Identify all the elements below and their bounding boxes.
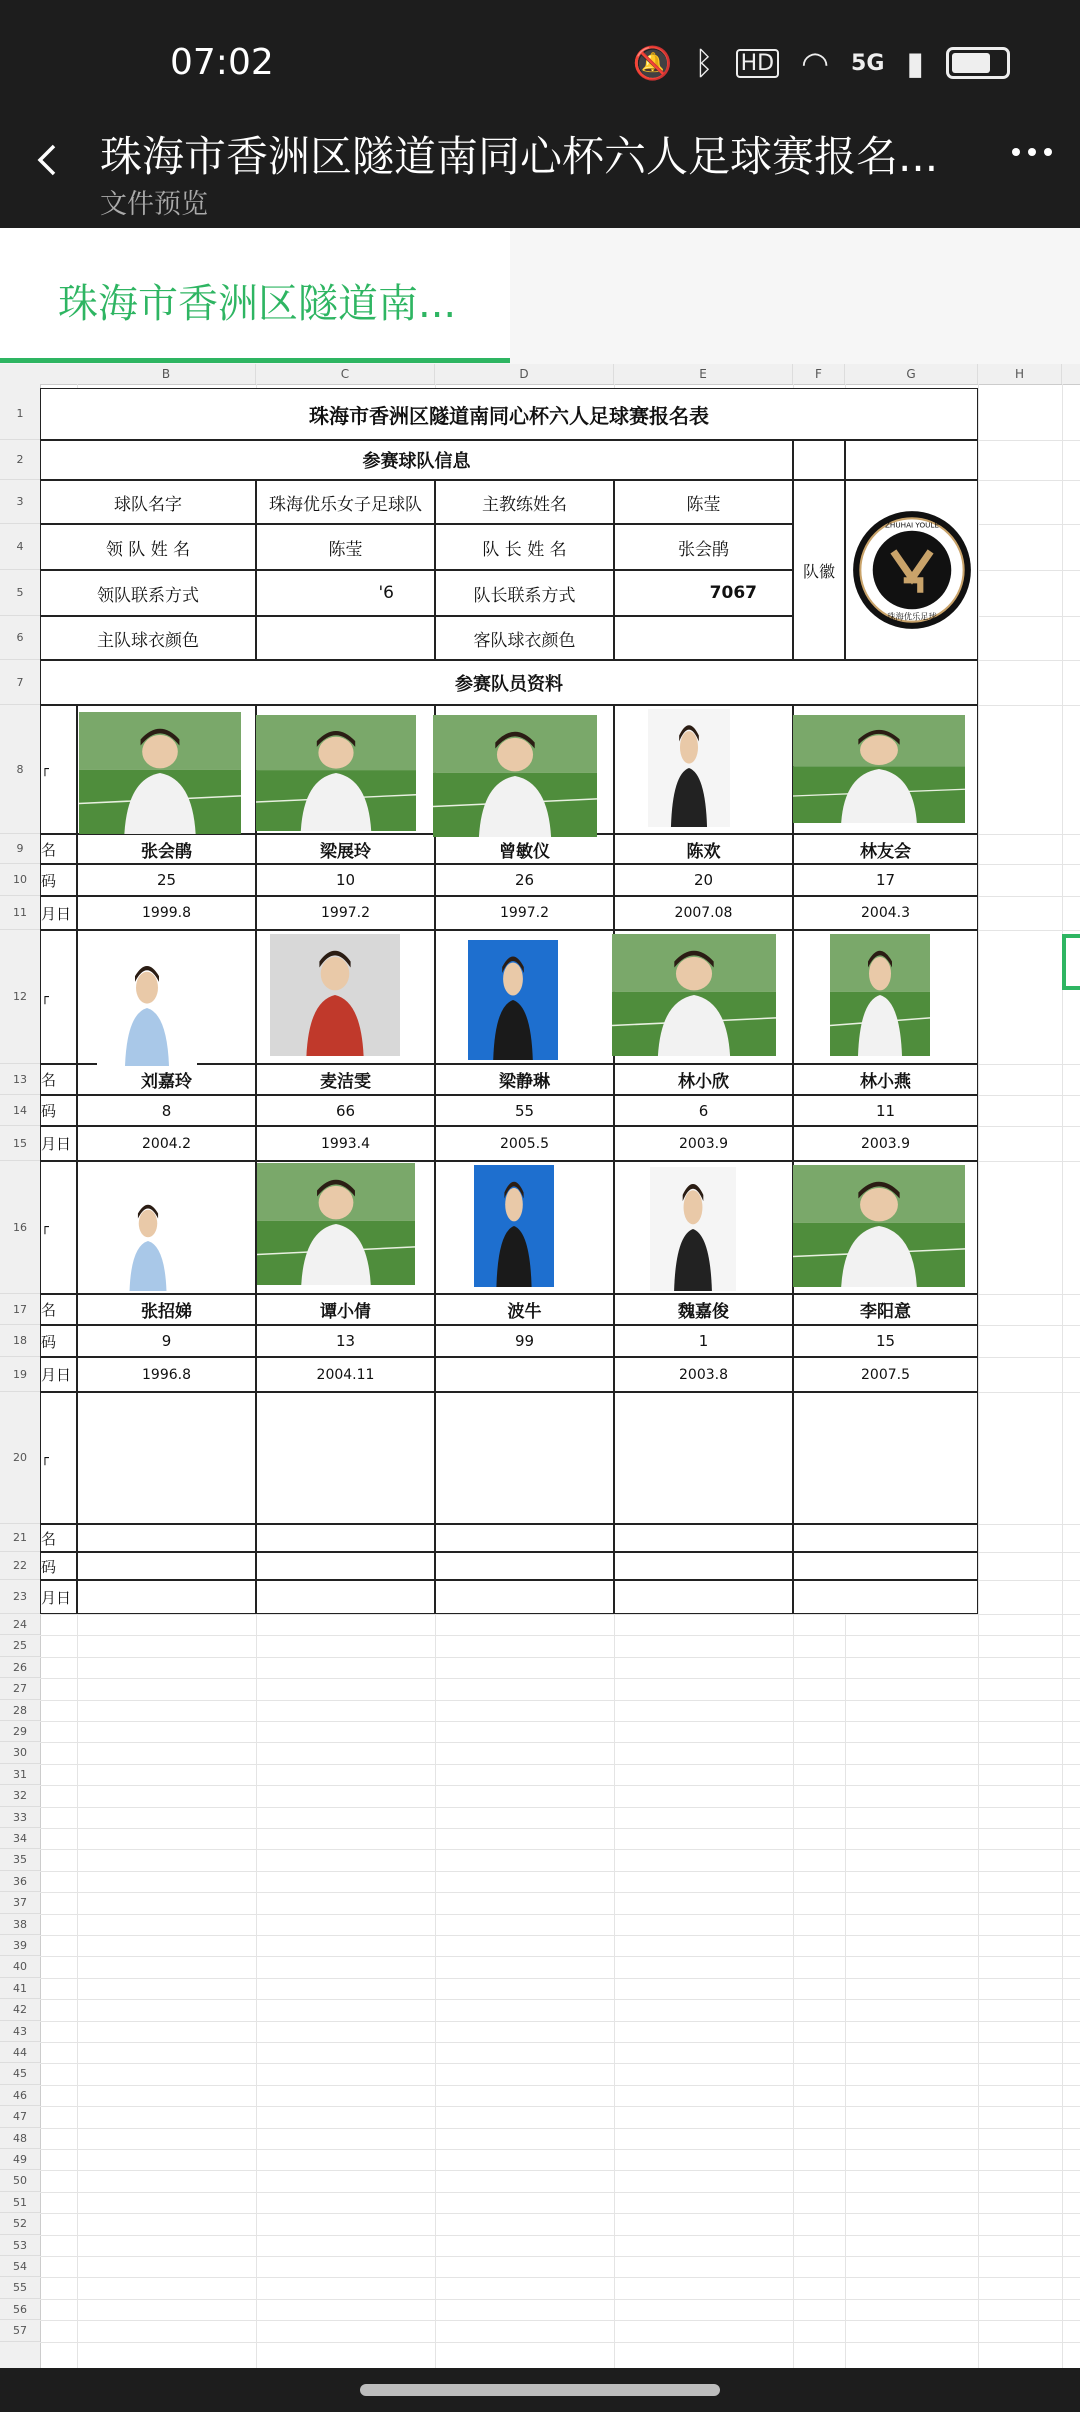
captain-contact-label[interactable]: 队长联系方式 xyxy=(435,570,614,616)
back-icon xyxy=(30,142,66,178)
row-header-34[interactable]: 34 xyxy=(0,1828,40,1849)
player-number[interactable]: 17 xyxy=(793,864,978,896)
player-photo[interactable] xyxy=(106,1191,190,1291)
bluetooth-icon: ᛒ xyxy=(694,44,714,82)
row-header-4[interactable]: 4 xyxy=(0,524,40,570)
row-header-37[interactable]: 37 xyxy=(0,1892,40,1913)
column-header-f[interactable]: F xyxy=(793,364,845,384)
player-number[interactable]: 66 xyxy=(256,1095,435,1126)
column-header-d[interactable]: D xyxy=(435,364,614,384)
wifi-icon: ◠ xyxy=(801,44,830,82)
signal-5g-icon: 5G xyxy=(851,50,885,76)
row-header-18[interactable]: 18 xyxy=(0,1325,40,1357)
row-header-21[interactable]: 21 xyxy=(0,1524,40,1552)
row-header-33[interactable]: 33 xyxy=(0,1807,40,1828)
player-birth[interactable] xyxy=(793,1580,978,1614)
row-header-40[interactable]: 40 xyxy=(0,1956,40,1977)
player-name[interactable]: 麦洁雯 xyxy=(256,1064,435,1095)
row-gridline xyxy=(40,1914,1080,1915)
number-row-label[interactable]: 码 xyxy=(40,1552,77,1580)
row-gridline xyxy=(40,1892,1080,1893)
player-birth[interactable]: 2005.5 xyxy=(435,1126,614,1161)
player-photo[interactable] xyxy=(648,709,730,827)
name-row-label[interactable]: 名 xyxy=(40,1064,77,1095)
player-number[interactable]: 55 xyxy=(435,1095,614,1126)
status-time: 07:02 xyxy=(170,42,274,83)
row-gridline xyxy=(40,1956,1080,1957)
player-name[interactable]: 林小欣 xyxy=(614,1064,793,1095)
row-header-35[interactable]: 35 xyxy=(0,1849,40,1870)
player-photo[interactable] xyxy=(468,940,558,1060)
row-header-41[interactable]: 41 xyxy=(0,1978,40,1999)
player-name[interactable]: 张招娣 xyxy=(77,1294,256,1325)
captain-value[interactable]: 张会鹃 xyxy=(614,524,793,570)
name-row-label[interactable]: 名 xyxy=(40,834,77,864)
player-photo[interactable] xyxy=(793,1165,965,1287)
navigation-bar xyxy=(0,2368,1080,2412)
player-birth[interactable]: 2007.08 xyxy=(614,896,793,930)
row-gridline xyxy=(40,2170,1080,2171)
birth-row-label[interactable]: 月日 xyxy=(40,1126,77,1161)
away-kit-value[interactable] xyxy=(614,616,793,660)
player-name[interactable]: 陈欢 xyxy=(614,834,793,864)
row-header-28[interactable]: 28 xyxy=(0,1700,40,1721)
player-photo-cell[interactable] xyxy=(435,1392,614,1524)
player-name[interactable] xyxy=(614,1524,793,1552)
row-gridline xyxy=(40,1785,1080,1786)
row-header-19[interactable]: 19 xyxy=(0,1357,40,1392)
row-gridline xyxy=(40,2299,1080,2300)
name-row-label[interactable]: 名 xyxy=(40,1524,77,1552)
leader-contact-value[interactable]: '6 xyxy=(256,570,435,616)
empty-cell-g2[interactable] xyxy=(845,440,978,480)
row-header xyxy=(0,384,41,2368)
player-name[interactable]: 林友会 xyxy=(793,834,978,864)
player-photo[interactable] xyxy=(256,715,416,831)
row-header-54[interactable]: 54 xyxy=(0,2256,40,2277)
row-gridline xyxy=(40,2085,1080,2086)
row-header-14[interactable]: 14 xyxy=(0,1095,40,1126)
column-header-g[interactable]: G xyxy=(845,364,978,384)
player-photo[interactable] xyxy=(79,712,241,834)
player-number[interactable]: 6 xyxy=(614,1095,793,1126)
player-name[interactable]: 李阳意 xyxy=(793,1294,978,1325)
number-row-label[interactable]: 码 xyxy=(40,1325,77,1357)
player-name[interactable]: 张会鹃 xyxy=(77,834,256,864)
row-header-9[interactable]: 9 xyxy=(0,834,40,864)
row-header-10[interactable]: 10 xyxy=(0,864,40,896)
row-gridline xyxy=(40,1678,1080,1679)
row-header-23[interactable]: 23 xyxy=(0,1580,40,1614)
player-photo[interactable] xyxy=(612,934,776,1056)
row-header-16[interactable]: 16 xyxy=(0,1161,40,1294)
coach-value[interactable]: 陈莹 xyxy=(614,480,793,524)
row-gridline xyxy=(40,2042,1080,2043)
player-birth[interactable]: 1993.4 xyxy=(256,1126,435,1161)
row-header-47[interactable]: 47 xyxy=(0,2106,40,2127)
row-gridline xyxy=(40,2063,1080,2064)
empty-cell-f2[interactable] xyxy=(793,440,845,480)
row-header-55[interactable]: 55 xyxy=(0,2277,40,2298)
row-gridline xyxy=(40,2149,1080,2150)
player-photo[interactable] xyxy=(270,934,400,1056)
row-gridline xyxy=(40,1764,1080,1765)
row-gridline xyxy=(40,1978,1080,1979)
sheet-tab-strip xyxy=(0,228,1080,364)
team-name-label[interactable]: 球队名字 xyxy=(40,480,256,524)
player-number[interactable] xyxy=(793,1552,978,1580)
row-gridline xyxy=(40,1700,1080,1701)
home-kit-label[interactable]: 主队球衣颜色 xyxy=(40,616,256,660)
spreadsheet-grid[interactable] xyxy=(0,364,1080,2368)
row-header-36[interactable]: 36 xyxy=(0,1871,40,1892)
player-birth[interactable]: 2003.9 xyxy=(793,1126,978,1161)
row-gridline xyxy=(40,1807,1080,1808)
row-header-50[interactable]: 50 xyxy=(0,2170,40,2191)
away-kit-label[interactable]: 客队球衣颜色 xyxy=(435,616,614,660)
player-photo-cell[interactable] xyxy=(793,1392,978,1524)
row-header-38[interactable]: 38 xyxy=(0,1914,40,1935)
row-header-52[interactable]: 52 xyxy=(0,2213,40,2234)
document-subtitle: 文件预览 xyxy=(100,189,208,220)
leader-contact-label[interactable]: 领队联系方式 xyxy=(40,570,256,616)
player-photo-cell[interactable] xyxy=(614,1392,793,1524)
player-photo[interactable] xyxy=(474,1165,554,1287)
player-photo[interactable] xyxy=(257,1163,415,1285)
row-header-53[interactable]: 53 xyxy=(0,2235,40,2256)
player-name[interactable]: 曾敏仪 xyxy=(435,834,614,864)
row-header-32[interactable]: 32 xyxy=(0,1785,40,1806)
row-gridline xyxy=(40,1635,1080,1636)
team-emblem-label[interactable]: 队徽 xyxy=(793,480,845,660)
number-row-label[interactable]: 码 xyxy=(40,864,77,896)
row-gridline xyxy=(40,1871,1080,1872)
player-number[interactable]: 1 xyxy=(614,1325,793,1357)
player-birth[interactable]: 1999.8 xyxy=(77,896,256,930)
row-header-2[interactable]: 2 xyxy=(0,440,40,480)
player-birth[interactable] xyxy=(435,1580,614,1614)
row-gridline xyxy=(40,2320,1080,2321)
row-header-31[interactable]: 31 xyxy=(0,1764,40,1785)
player-birth[interactable]: 2003.8 xyxy=(614,1357,793,1392)
selection-handle[interactable] xyxy=(1062,934,1080,990)
row-gridline xyxy=(40,1828,1080,1829)
birth-row-label[interactable]: 月日 xyxy=(40,1357,77,1392)
captain-label[interactable]: 队 长 姓 名 xyxy=(435,524,614,570)
row-header-22[interactable]: 22 xyxy=(0,1552,40,1580)
team-name-value[interactable]: 珠海优乐女子足球队 xyxy=(256,480,435,524)
leader-label[interactable]: 领 队 姓 名 xyxy=(40,524,256,570)
row-gridline xyxy=(40,1614,1080,1615)
player-name[interactable] xyxy=(793,1524,978,1552)
home-indicator[interactable] xyxy=(360,2384,720,2396)
player-name[interactable]: 魏嘉俊 xyxy=(614,1294,793,1325)
row-header-39[interactable]: 39 xyxy=(0,1935,40,1956)
player-number[interactable]: 9 xyxy=(77,1325,256,1357)
row-gridline xyxy=(40,2128,1080,2129)
row-header-57[interactable]: 57 xyxy=(0,2320,40,2341)
row-gridline xyxy=(40,1657,1080,1658)
row-header-12[interactable]: 12 xyxy=(0,930,40,1064)
row-gridline xyxy=(40,1999,1080,2000)
row-gridline xyxy=(40,2277,1080,2278)
player-birth[interactable] xyxy=(435,1357,614,1392)
row-header-44[interactable]: 44 xyxy=(0,2042,40,2063)
player-name[interactable]: 梁静琳 xyxy=(435,1064,614,1095)
row-header-51[interactable]: 51 xyxy=(0,2192,40,2213)
number-row-label[interactable]: 码 xyxy=(40,1095,77,1126)
player-name[interactable]: 林小燕 xyxy=(793,1064,978,1095)
player-number[interactable]: 11 xyxy=(793,1095,978,1126)
player-photo[interactable] xyxy=(793,715,965,823)
row-gridline xyxy=(40,2213,1080,2214)
row-header-30[interactable]: 30 xyxy=(0,1742,40,1763)
row-gridline xyxy=(40,2235,1080,2236)
row-gridline xyxy=(40,2342,1080,2343)
more-options-button[interactable] xyxy=(1012,148,1052,156)
player-name[interactable] xyxy=(256,1524,435,1552)
player-number[interactable]: 99 xyxy=(435,1325,614,1357)
row-gridline xyxy=(40,2192,1080,2193)
column-gridline xyxy=(978,384,979,2368)
player-name[interactable]: 刘嘉玲 xyxy=(77,1064,256,1095)
row-header-27[interactable]: 27 xyxy=(0,1678,40,1699)
row-header-5[interactable]: 5 xyxy=(0,570,40,616)
row-gridline xyxy=(40,2256,1080,2257)
row-header-8[interactable]: 8 xyxy=(0,705,40,834)
row-gridline xyxy=(40,1721,1080,1722)
players-header[interactable]: 参赛队员资料 xyxy=(40,660,978,705)
column-header-b[interactable]: B xyxy=(77,364,256,384)
photo-row-label[interactable]: ┌ xyxy=(40,930,77,1064)
row-header-11[interactable]: 11 xyxy=(0,896,40,930)
row-header-3[interactable]: 3 xyxy=(0,480,40,524)
player-name[interactable] xyxy=(77,1524,256,1552)
team-info-header[interactable]: 参赛球队信息 xyxy=(40,440,793,480)
row-header-25[interactable]: 25 xyxy=(0,1635,40,1656)
row-header-13[interactable]: 13 xyxy=(0,1064,40,1095)
player-photo[interactable] xyxy=(433,715,597,837)
birth-row-label[interactable]: 月日 xyxy=(40,896,77,930)
row-header-15[interactable]: 15 xyxy=(0,1126,40,1161)
player-number[interactable] xyxy=(77,1552,256,1580)
player-birth[interactable]: 1996.8 xyxy=(77,1357,256,1392)
player-number[interactable]: 13 xyxy=(256,1325,435,1357)
player-photo[interactable] xyxy=(97,950,197,1066)
signal-icon: ▮ xyxy=(906,44,924,82)
player-name[interactable] xyxy=(435,1524,614,1552)
row-header-20[interactable]: 20 xyxy=(0,1392,40,1524)
row-header-17[interactable]: 17 xyxy=(0,1294,40,1325)
photo-row-label[interactable]: ┌ xyxy=(40,1161,77,1294)
svg-text:珠海优乐足球: 珠海优乐足球 xyxy=(886,611,937,622)
status-icons xyxy=(633,44,1010,82)
photo-row-label[interactable]: ┌ xyxy=(40,1392,77,1524)
back-button[interactable] xyxy=(30,142,66,178)
row-header-1[interactable]: 1 xyxy=(0,388,40,440)
player-name[interactable]: 梁展玲 xyxy=(256,834,435,864)
column-header xyxy=(0,364,1080,385)
row-header-42[interactable]: 42 xyxy=(0,1999,40,2020)
player-birth[interactable]: 1997.2 xyxy=(435,896,614,930)
row-header-6[interactable]: 6 xyxy=(0,616,40,660)
player-number[interactable]: 26 xyxy=(435,864,614,896)
row-header-29[interactable]: 29 xyxy=(0,1721,40,1742)
form-title[interactable]: 珠海市香洲区隧道南同心杯六人足球赛报名表 xyxy=(40,388,978,440)
sheet-tab[interactable] xyxy=(0,228,510,363)
sheet-tab-label: 珠海市香洲区隧道南... xyxy=(58,281,457,327)
photo-row-label[interactable]: ┌ xyxy=(40,705,77,834)
team-emblem-cell[interactable] xyxy=(845,480,978,660)
row-header-43[interactable]: 43 xyxy=(0,2021,40,2042)
player-photo-cell[interactable] xyxy=(256,1392,435,1524)
row-header-7[interactable]: 7 xyxy=(0,660,40,705)
home-kit-value[interactable] xyxy=(256,616,435,660)
row-gridline xyxy=(40,1849,1080,1850)
player-number[interactable]: 10 xyxy=(256,864,435,896)
player-birth[interactable]: 2004.2 xyxy=(77,1126,256,1161)
player-name[interactable]: 波牛 xyxy=(435,1294,614,1325)
player-number[interactable] xyxy=(614,1552,793,1580)
player-birth[interactable]: 2007.5 xyxy=(793,1357,978,1392)
row-header-26[interactable]: 26 xyxy=(0,1657,40,1678)
player-birth[interactable] xyxy=(256,1580,435,1614)
column-header-c[interactable]: C xyxy=(256,364,435,384)
row-gridline xyxy=(40,2021,1080,2022)
battery-icon xyxy=(946,47,1010,79)
row-gridline xyxy=(40,1742,1080,1743)
more-icon xyxy=(1012,148,1020,156)
column-header-e[interactable]: E xyxy=(614,364,793,384)
player-number[interactable] xyxy=(435,1552,614,1580)
birth-row-label[interactable]: 月日 xyxy=(40,1580,77,1614)
player-birth[interactable]: 2004.3 xyxy=(793,896,978,930)
document-title: 珠海市香洲区隧道南同心杯六人足球赛报名... xyxy=(100,132,939,181)
hd-icon: HD xyxy=(736,49,779,78)
team-emblem-icon xyxy=(850,508,974,632)
coach-label[interactable]: 主教练姓名 xyxy=(435,480,614,524)
player-birth[interactable]: 1997.2 xyxy=(256,896,435,930)
player-number[interactable]: 20 xyxy=(614,864,793,896)
row-header-49[interactable]: 49 xyxy=(0,2149,40,2170)
player-birth[interactable] xyxy=(77,1580,256,1614)
mute-icon: 🔕 xyxy=(632,44,673,82)
player-photo[interactable] xyxy=(650,1167,736,1291)
player-birth[interactable] xyxy=(614,1580,793,1614)
captain-contact-value[interactable]: 7067 xyxy=(614,570,793,616)
player-birth[interactable]: 2004.11 xyxy=(256,1357,435,1392)
row-header-56[interactable]: 56 xyxy=(0,2299,40,2320)
player-photo[interactable] xyxy=(830,934,930,1056)
svg-text:ZHUHAI YOULE: ZHUHAI YOULE xyxy=(884,520,939,530)
player-number[interactable]: 8 xyxy=(77,1095,256,1126)
row-header-24[interactable]: 24 xyxy=(0,1614,40,1635)
player-number[interactable] xyxy=(256,1552,435,1580)
player-number[interactable]: 25 xyxy=(77,864,256,896)
leader-value[interactable]: 陈莹 xyxy=(256,524,435,570)
row-gridline xyxy=(40,2106,1080,2107)
name-row-label[interactable]: 名 xyxy=(40,1294,77,1325)
player-name[interactable]: 谭小倩 xyxy=(256,1294,435,1325)
column-header-h[interactable]: H xyxy=(978,364,1062,384)
row-gridline xyxy=(40,1935,1080,1936)
player-photo-cell[interactable] xyxy=(77,1392,256,1524)
top-bar xyxy=(0,0,1080,228)
player-birth[interactable]: 2003.9 xyxy=(614,1126,793,1161)
column-gridline xyxy=(1062,384,1063,2368)
row-header-48[interactable]: 48 xyxy=(0,2128,40,2149)
player-number[interactable]: 15 xyxy=(793,1325,978,1357)
row-header-45[interactable]: 45 xyxy=(0,2063,40,2084)
row-header-46[interactable]: 46 xyxy=(0,2085,40,2106)
